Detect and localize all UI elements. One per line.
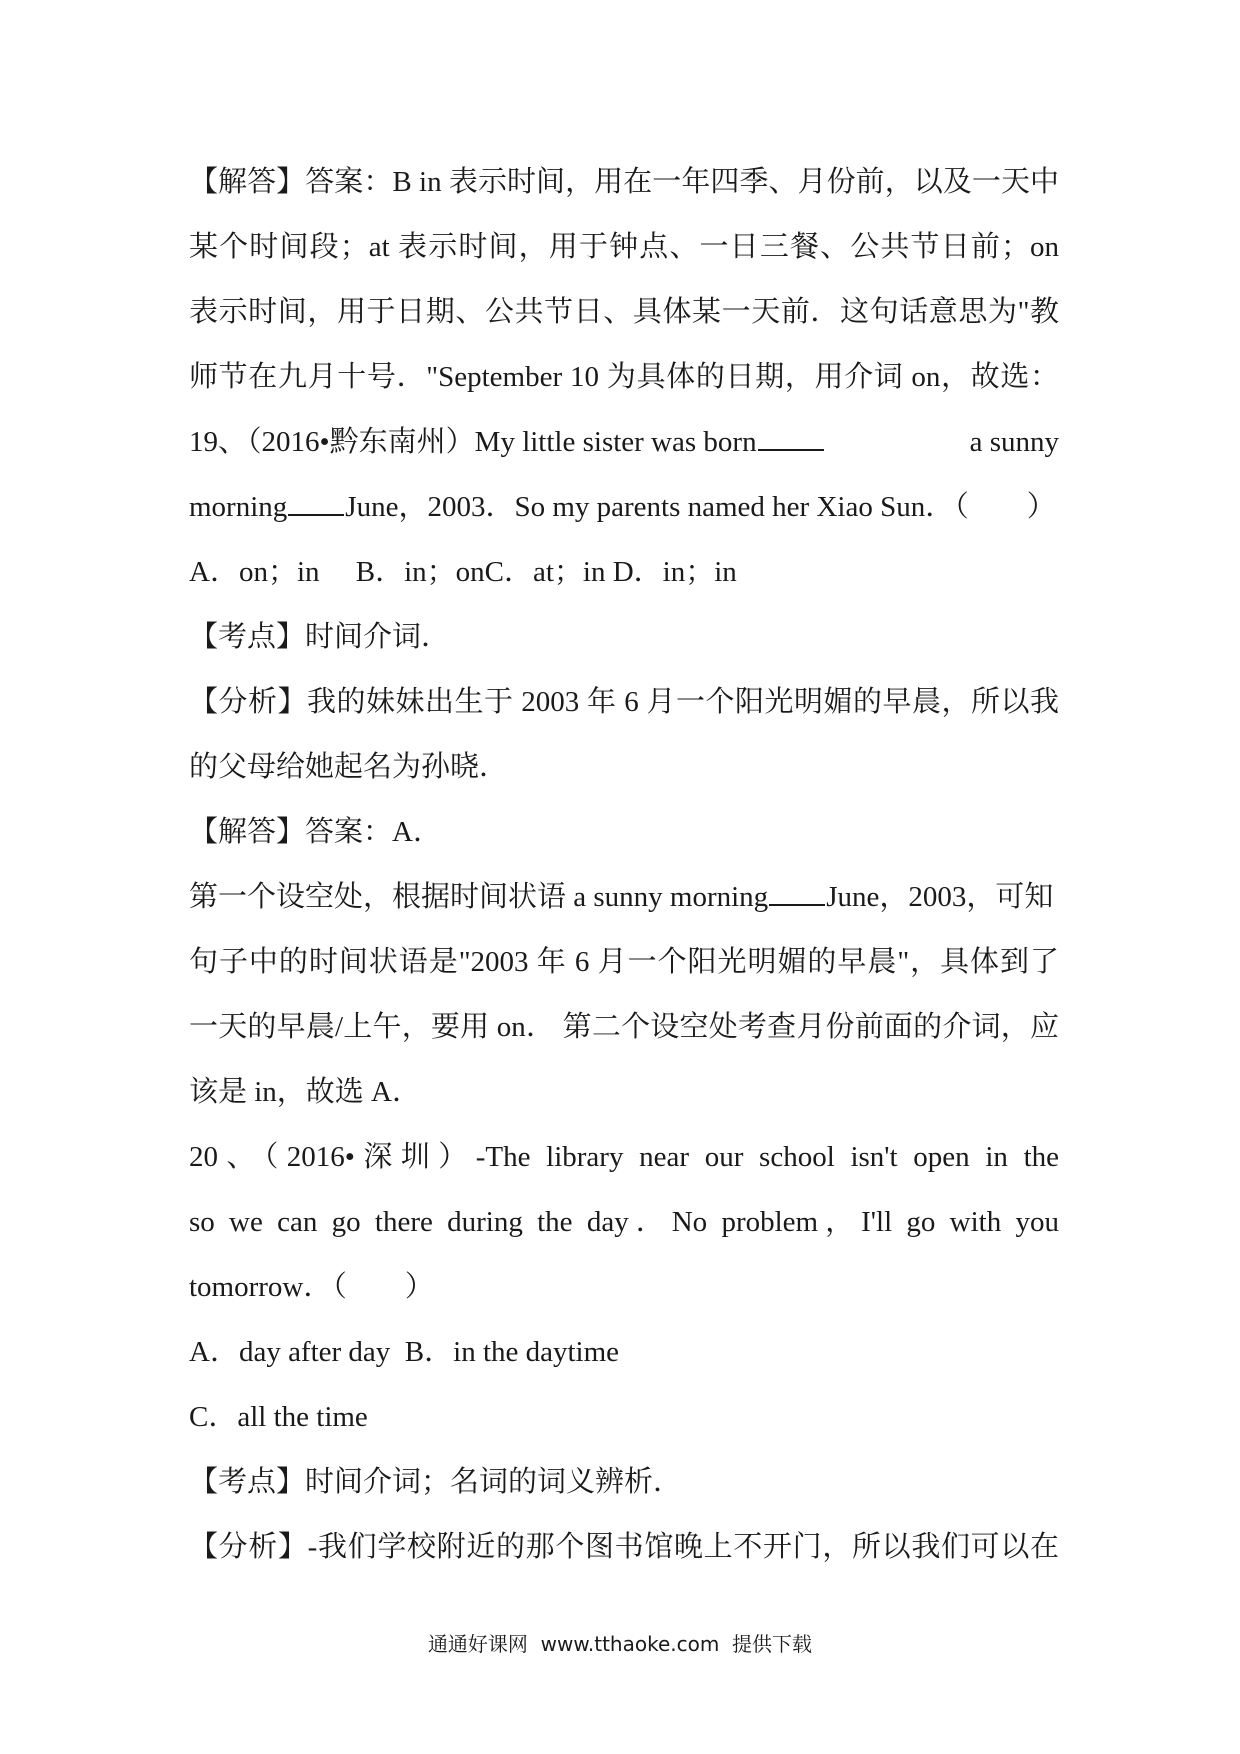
explanation-text: 第一个设空处，根据时间状语 a sunny morning	[189, 881, 769, 913]
knowledge-point: 【考点】时间介词．	[189, 621, 451, 653]
explanation-line	[189, 865, 1059, 930]
question-20-line: 20、（2016•深圳）-The library near our school isn't open in the	[189, 1141, 1059, 1173]
question-20-options: A．day after day B．in the daytime	[189, 1336, 620, 1368]
analysis-line: 【分析】-我们学校附近的那个图书馆晚上不开门，所以我们可以在	[189, 1531, 1059, 1563]
page-footer: 通通好课网 www.tthaoke.com 提供下载	[427, 1632, 813, 1656]
analysis-line: 【分析】我的妹妹出生于 2003 年 6 月一个阳光明媚的早晨，所以我	[189, 686, 1059, 718]
blank-underline	[288, 488, 344, 516]
question-19-text: 19、（2016•黔东南州）My little sister was born	[189, 426, 757, 458]
question-20-line: tomorrow．（ ）	[189, 1271, 434, 1303]
question-20-options: C．all the time	[189, 1401, 368, 1433]
explanation-text: June，2003，可知	[826, 881, 1054, 913]
analysis-line: 的父母给她起名为孙晓．	[189, 751, 509, 783]
answer-paragraph-line: 【解答】答案：B in 表示时间，用在一年四季、月份前，以及一天中	[189, 166, 1059, 198]
answer-paragraph-line: 表示时间，用于日期、公共节日、具体某一天前．这句话意思为"教	[189, 296, 1059, 328]
answer-line: 【解答】答案：A．	[189, 816, 442, 848]
question-20-line: so we can go there during the day．No problem，I'll go with you	[189, 1206, 1059, 1238]
knowledge-point: 【考点】时间介词；名词的词义辨析．	[189, 1466, 683, 1498]
blank-underline	[769, 878, 825, 906]
question-19-options: A．on；in B．in；onC．at；in D．in；in	[189, 556, 737, 588]
explanation-line: 句子中的时间状语是"2003 年 6 月一个阳光明媚的早晨"，具体到了	[189, 946, 1059, 978]
blank-underline	[758, 423, 824, 451]
question-19-text: morning	[189, 491, 288, 523]
explanation-line: 该是 in，故选 A．	[189, 1076, 422, 1108]
answer-paragraph-line: 师节在九月十号．"September 10 为具体的日期，用介词 on，故选：	[189, 361, 1059, 393]
question-19-text: June，2003．So my parents named her Xiao Sun．（ ）	[345, 491, 1056, 523]
document-body	[189, 150, 1059, 1580]
explanation-line: 一天的早晨/上午，要用 on． 第二个设空处考查月份前面的介词，应	[189, 1011, 1059, 1043]
question-19-text: a sunny	[969, 426, 1059, 458]
question-19-line	[189, 475, 1059, 540]
answer-paragraph-line: 某个时间段；at 表示时间，用于钟点、一日三餐、公共节日前；on	[189, 231, 1059, 263]
question-19-line	[189, 410, 1059, 475]
